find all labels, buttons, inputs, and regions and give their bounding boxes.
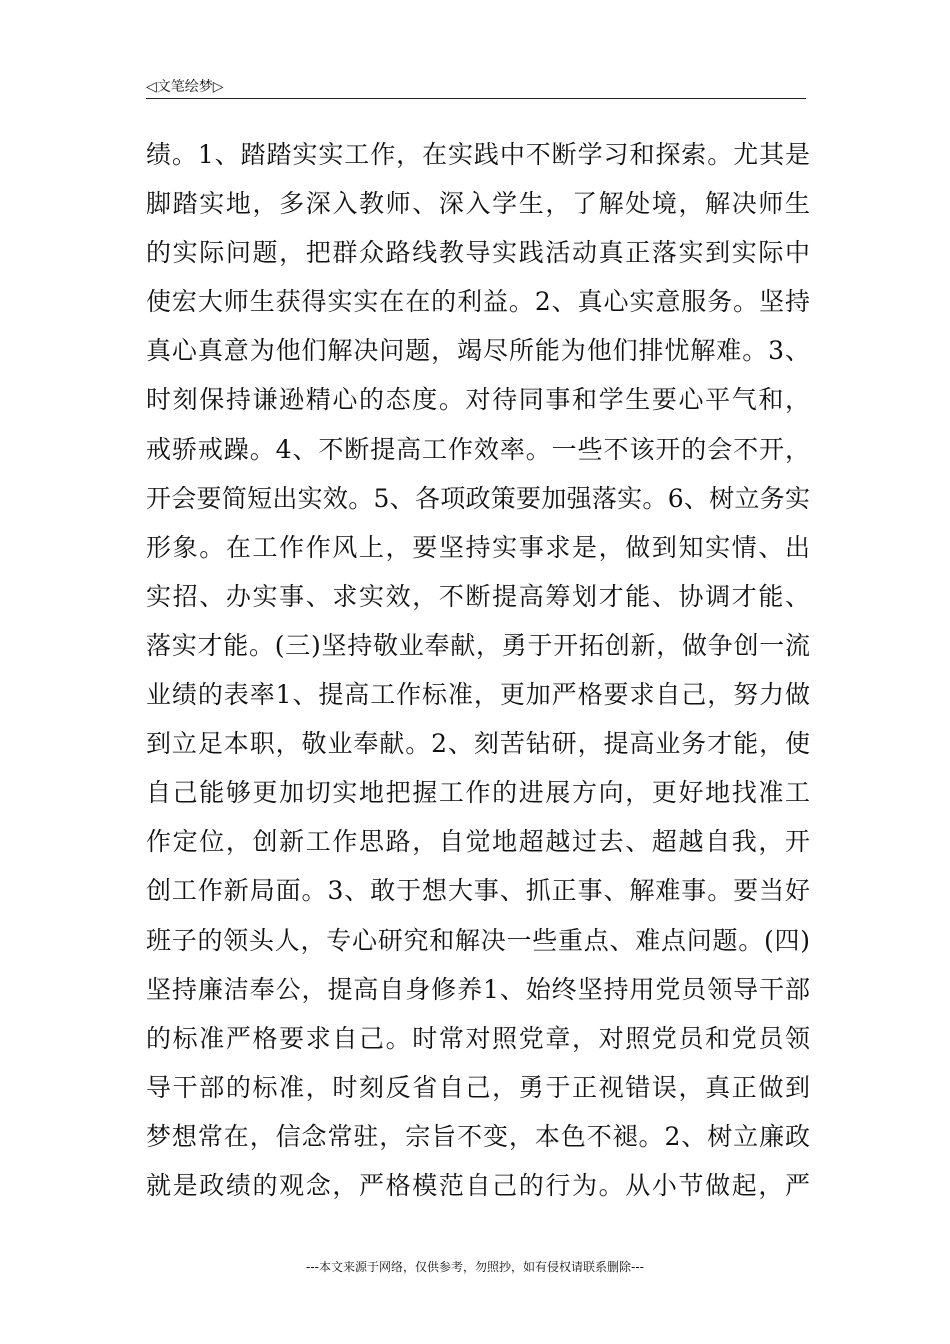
text-line: 的标准严格要求自己。时常对照党章，对照党员和党员领 <box>146 1023 810 1053</box>
text-line: 自己能够更加切实地把握工作的进展方向，更好地找准工 <box>146 778 810 808</box>
header-title: ◁文笔绘梦▷ <box>146 79 224 95</box>
page-header <box>146 72 806 99</box>
text-line: 开会要简短出实效。5、各项政策要加强落实。6、树立务实 <box>146 483 810 513</box>
document-body <box>146 130 810 1210</box>
text-line: 脚踏实地，多深入教师、深入学生，了解处境，解决师生 <box>146 189 810 219</box>
text-line: 形象。在工作作风上，要坚持实事求是，做到知实情、出 <box>146 532 810 562</box>
text-line: 的实际问题，把群众路线教导实践活动真正落实到实际中 <box>146 238 810 268</box>
page-footer: ---本文来源于网络，仅供参考，勿照抄，如有侵权请联系删除--- <box>306 1260 644 1274</box>
text-line: 创工作新局面。3、敢于想大事、抓正事、解难事。要当好 <box>146 876 810 906</box>
text-line: 坚持廉洁奉公，提高自身修养1、始终坚持用党员领导干部 <box>146 974 810 1004</box>
text-line: 业绩的表率1、提高工作标准，更加严格要求自己，努力做 <box>146 680 810 710</box>
text-line: 绩。1、踏踏实实工作，在实践中不断学习和探索。尤其是 <box>146 140 810 169</box>
text-line: 作定位，创新工作思路，自觉地超越过去、超越自我，开 <box>146 827 810 857</box>
text-line: 导干部的标准，时刻反省自己，勇于正视错误，真正做到 <box>146 1072 810 1102</box>
text-line: 落实才能。(三)坚持敬业奉献，勇于开拓创新，做争创一流 <box>146 630 810 660</box>
text-line: 实招、办实事、求实效，不断提高筹划才能、协调才能、 <box>146 581 810 611</box>
text-line: 班子的领头人，专心研究和解决一些重点、难点问题。(四) <box>146 925 810 955</box>
text-line: 戒骄戒躁。4、不断提高工作效率。一些不该开的会不开， <box>146 434 810 464</box>
text-line: 真心真意为他们解决问题，竭尽所能为他们排忧解难。3、 <box>146 336 810 366</box>
text-line: 时刻保持谦逊精心的态度。对待同事和学生要心平气和， <box>146 385 810 415</box>
text-line: 使宏大师生获得实实在在的利益。2、真心实意服务。坚持 <box>146 287 810 317</box>
text-line: 就是政绩的观念，严格模范自己的行为。从小节做起，严 <box>146 1170 810 1200</box>
text-line: 梦想常在，信念常驻，宗旨不变，本色不褪。2、树立廉政 <box>146 1121 810 1151</box>
text-line: 到立足本职，敬业奉献。2、刻苦钻研，提高业务才能，使 <box>146 729 810 759</box>
